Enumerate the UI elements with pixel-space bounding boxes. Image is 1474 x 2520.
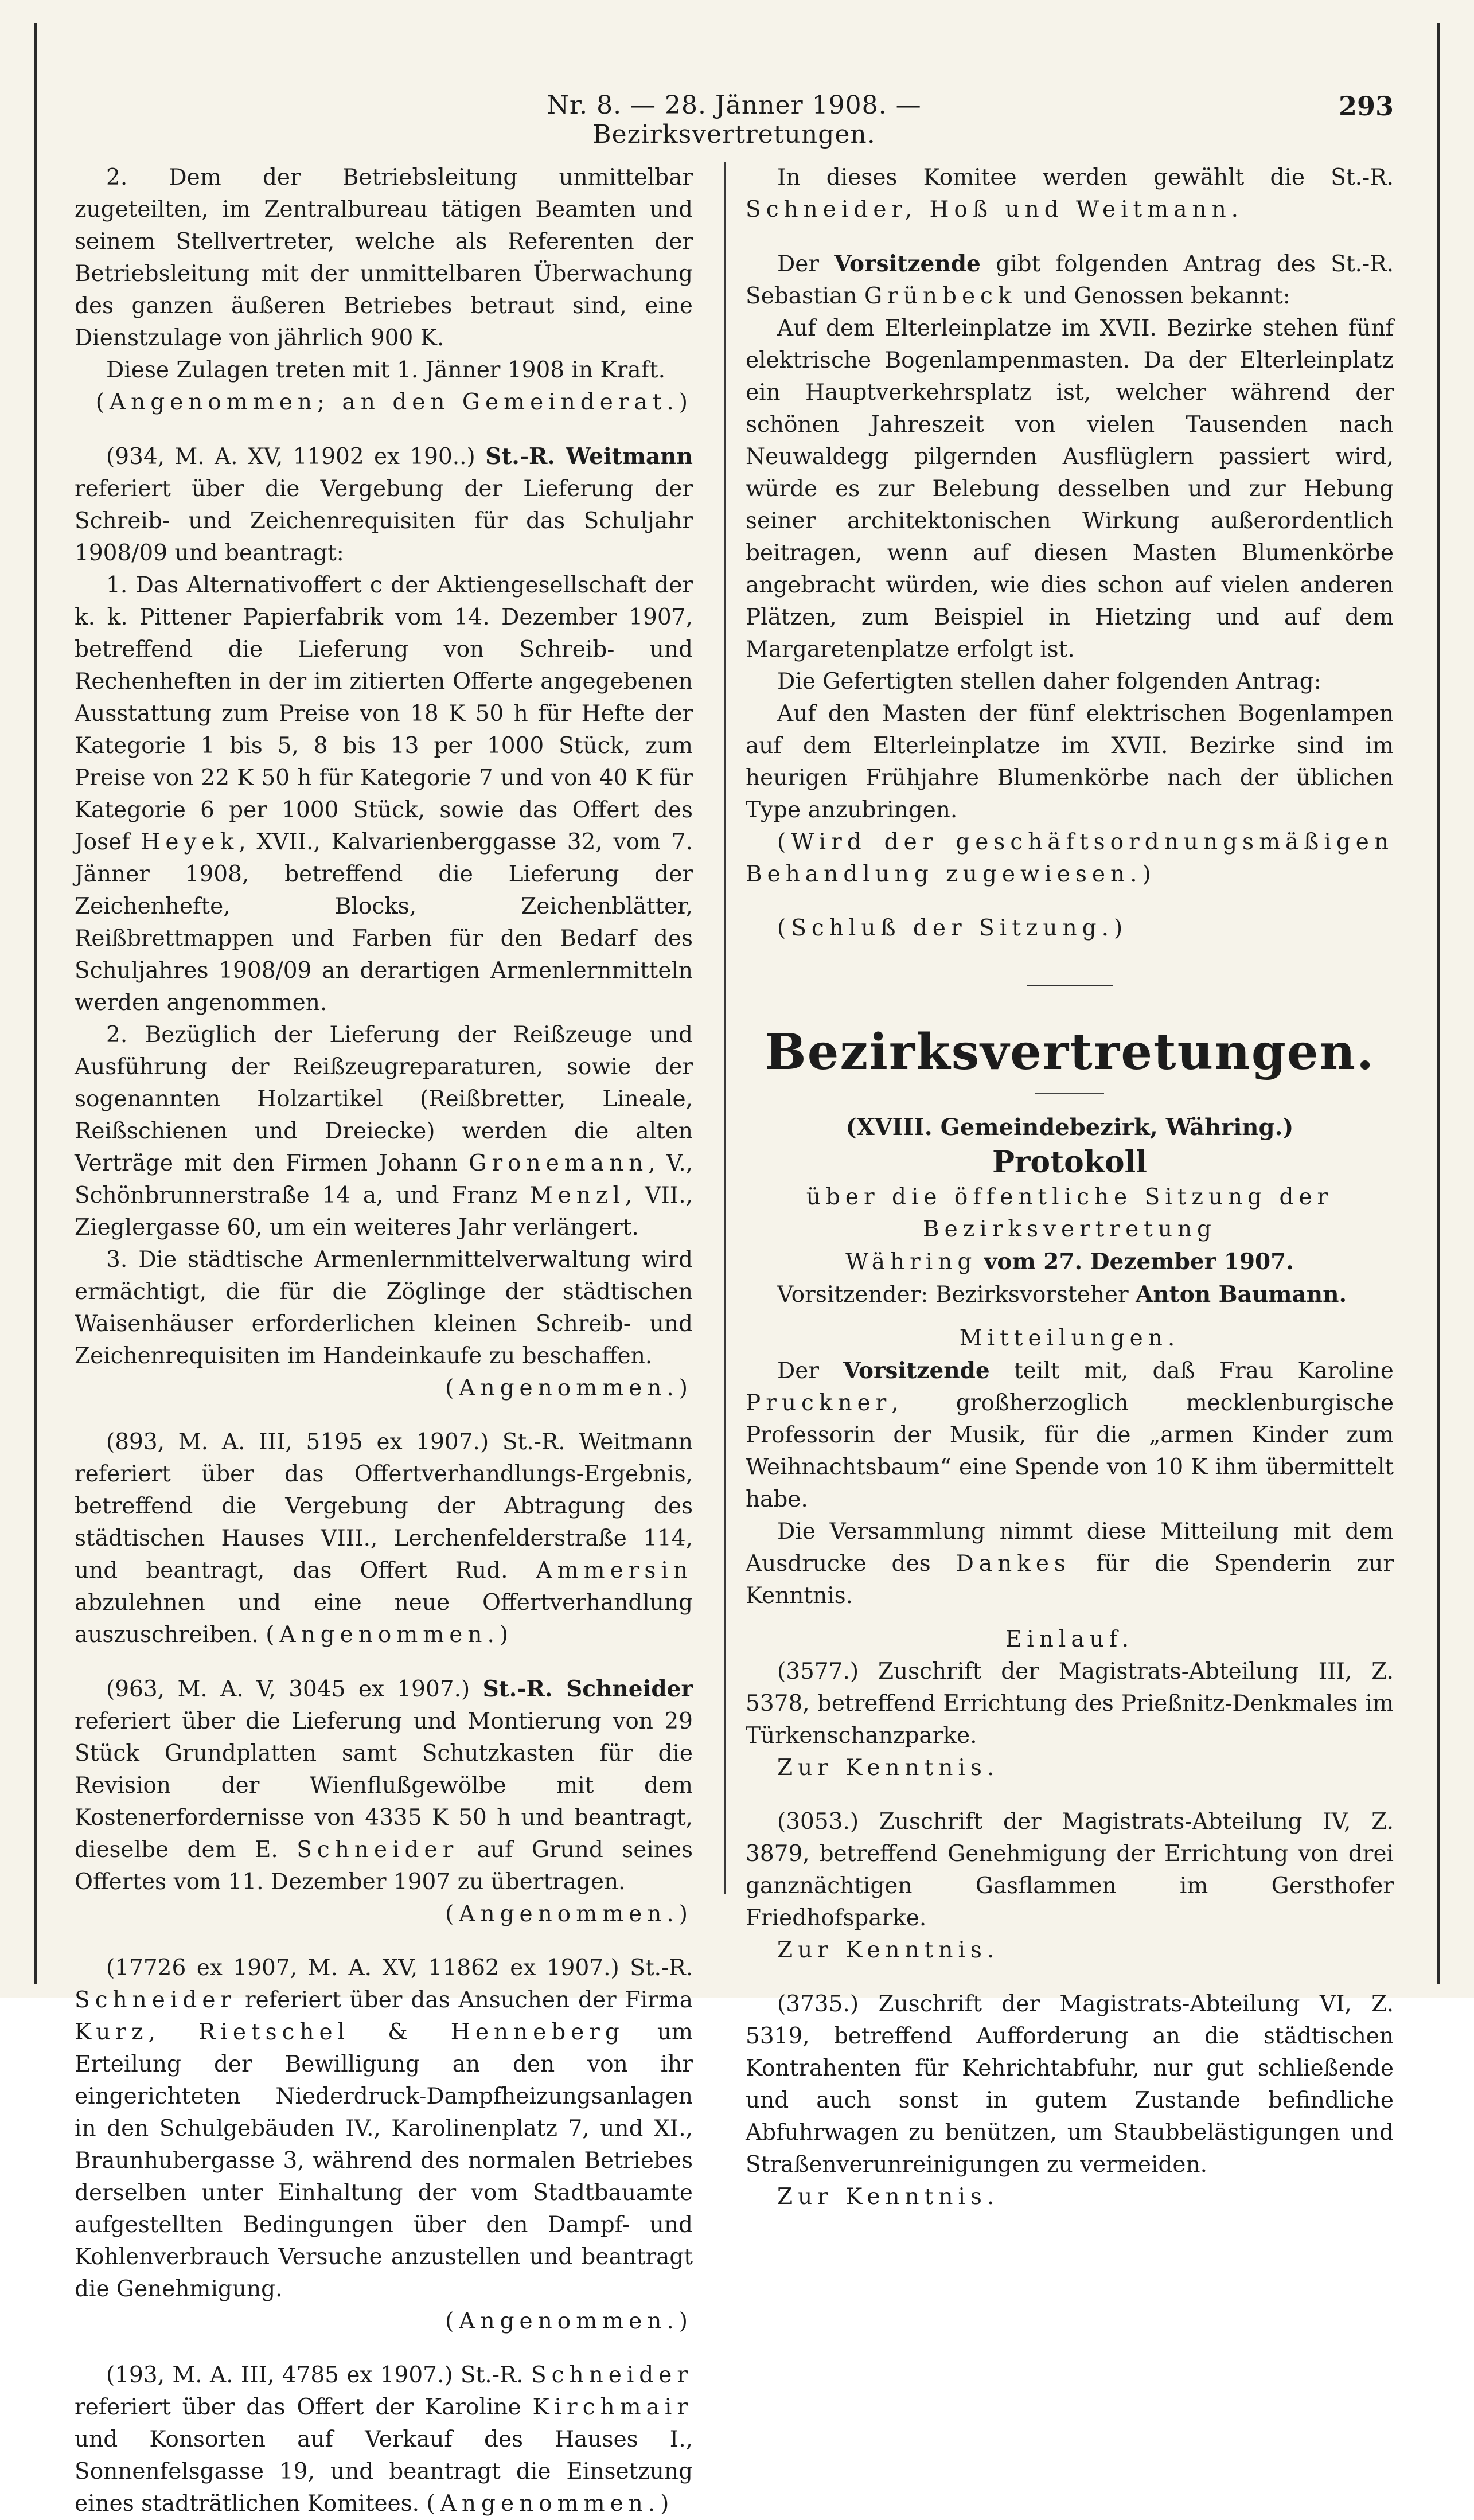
person-name: Schneider	[297, 1837, 459, 1863]
session-end: (Schluß der Sitzung.)	[777, 915, 1128, 941]
person-name: Grünbeck	[864, 283, 1017, 309]
person-name: Menzl	[529, 1183, 626, 1208]
speaker: St.-R.	[460, 2362, 524, 2388]
section-title: Bezirksvertretungen.	[764, 1023, 1375, 1081]
protokoll-subtitle: über die öffentliche Sitzung der Bezirksvertretung	[806, 1184, 1333, 1242]
chairman-line: Vorsitzender: Bezirksvorsteher Anton Baumann.	[777, 1281, 1347, 1308]
page-number: 293	[1338, 91, 1394, 122]
speaker: St.-R.	[630, 1955, 693, 1981]
einlauf-heading: Einlauf.	[1005, 1626, 1134, 1652]
einlauf-item: (3577.) Zuschrift der Magistrats-Abteilung III, Z. 5378, betreffend Errichtung des Prießnitz-Denkmales im Türkenschanzparke.	[746, 1659, 1394, 1749]
status-note: (Angenommen.)	[445, 2308, 693, 2334]
protokoll-date: Währing vom 27. Dezember 1907.	[845, 1249, 1294, 1275]
file-reference: (893, M. A. III, 5195 ex 1907.)	[106, 1429, 489, 1455]
file-reference: (17726 ex 1907, M. A. XV, 11862 ex 1907.)	[106, 1955, 619, 1981]
divider	[1027, 985, 1113, 986]
status-note: (Angenommen.)	[266, 1622, 514, 1648]
status-note: (Angenommen.)	[445, 1375, 693, 1401]
chairman-name: Anton Baumann.	[1136, 1281, 1347, 1308]
person-name: Kirchmair	[532, 2394, 693, 2420]
einlauf-item: (3735.) Zuschrift der Magistrats-Abteilung VI, Z. 5319, betreffend Aufforderung an die städtischen Kontrahenten für Kehrichtabfuhr, nur gut schließende und auch sonst in gutem Zustande befindliche Abfuhrwagen zu benützen, um Staubbelästigungen und Straßenverunreinigungen zu vermeiden.	[746, 1991, 1394, 2178]
paragraph: 3. Die städtische Armenlernmittelverwaltung wird ermächtigt, die für die Zöglinge der städtischen Waisenhäuser erforderlichen kleinen Schreib- und Zeichenrequisiten im Handeinkaufe zu beschaffen.	[75, 1247, 693, 1369]
status-note: Zur Kenntnis.	[777, 2184, 1000, 2210]
agenda-item-193: (193, M. A. III, 4785 ex 1907.) St.-R. Schneider referiert über das Offert der Karoline Kirchmair und Konsorten auf Verkauf des Hauses I., Sonnenfelsgasse 19, und beantragt die Einsetzung eines stadträtlichen Komitees. (Angenommen.)	[75, 2362, 693, 2517]
paragraph: Auf dem Elterleinplatze im XVII. Bezirke stehen fünf elektrische Bogenlampenmasten. Da der Elterleinplatz ein Hauptverkehrsplatz ist, welcher während der schönen Jahreszeit von vielen Tausenden nach Neuwaldegg pilgernden Ausflüglern passiert wird, würde es zur Belebung desselben und zur Hebung seiner architektonischen Wirkung außerordentlich beitragen, wenn auf diesen Masten Blumenkörbe angebracht würden, wie dies schon auf vielen anderen Plätzen, zum Beispiel in Hietzing und auf dem Margaretenplatze erfolgt ist.	[746, 315, 1394, 662]
person-name: Ammersin	[536, 1558, 693, 1583]
status-note: Zur Kenntnis.	[777, 1755, 1000, 1781]
person-name: Gronemann	[469, 1150, 649, 1176]
paragraph: Die Versammlung nimmt diese Mitteilung mit dem Ausdrucke des Dankes für die Spenderin zur Kenntnis.	[746, 1519, 1394, 1609]
district-heading: (XVIII. Gemeindebezirk, Währing.)	[845, 1114, 1294, 1141]
agenda-item-934: (934, M. A. XV, 11902 ex 190..) St.-R. Weitmann referiert über die Vergebung der Lieferung der Schreib- und Zeichenrequisiten für das Schuljahr 1908/09 und beantragt:	[75, 443, 693, 566]
paragraph: 2. Bezüglich der Lieferung der Reißzeuge und Ausführung der Reißzeugreparaturen, sowie der sogenannten Holzartikel (Reißbretter, Lineale, Reißschienen und Dreiecke) werden die alten Verträge mit den Firmen Johann Gronemann, V., Schönbrunnerstraße 14 a, und Franz Menzl, VII., Zieglergasse 60, um ein weiteres Jahr verlängert.	[75, 1022, 693, 1241]
person-name: Heyek	[141, 829, 239, 855]
left-column	[75, 162, 693, 2520]
person-name: Schneider	[75, 1987, 237, 2013]
paragraph: Die Gefertigten stellen daher folgenden Antrag:	[777, 669, 1321, 695]
chair-label: Vorsitzende	[834, 251, 981, 277]
paragraph: Der Vorsitzende teilt mit, daß Frau Karoline Pruckner, großherzoglich mecklenburgische Professorin der Musik, für die „armen Kinder zum Weihnachtsbaum“ eine Spende von 10 K ihm übermittelt habe.	[746, 1357, 1394, 1512]
protokoll-heading: Protokoll	[992, 1145, 1148, 1180]
paragraph: Diese Zulagen treten mit 1. Jänner 1908 in Kraft.	[106, 357, 666, 383]
person-name: Pruckner	[746, 1390, 892, 1416]
person-name: Schneider	[531, 2362, 693, 2388]
company-name: Kurz, Rietschel & Henneberg	[75, 2019, 625, 2045]
status-note: Zur Kenntnis.	[777, 1937, 1000, 1963]
speaker: St.-R. Weitmann	[502, 1429, 693, 1455]
status-note: (Angenommen.)	[426, 2491, 674, 2517]
divider	[1035, 1093, 1104, 1094]
agenda-item-893: (893, M. A. III, 5195 ex 1907.) St.-R. Weitmann referiert über das Offertverhandlungs-Ergebnis, betreffend die Vergebung der Abtragung des städtischen Hauses VIII., Lerchenfelderstraße 114, und beantragt, das Offert Rud. Ammersin abzulehnen und eine neue Offertverhandlung auszuschreiben. (Angenommen.)	[75, 1429, 693, 1648]
file-reference: (963, M. A. V, 3045 ex 1907.)	[106, 1676, 470, 1702]
status-note: (Wird der geschäftsordnungsmäßigen Behandlung zugewiesen.)	[746, 829, 1394, 887]
column-rule	[724, 162, 726, 1894]
status-note: (Angenommen.)	[445, 1901, 693, 1927]
right-column	[746, 162, 1394, 2213]
einlauf-item: (3053.) Zuschrift der Magistrats-Abteilung IV, Z. 3879, betreffend Genehmigung der Errichtung von drei ganznächtigen Gasflammen im Gersthofer Friedhofsparke.	[746, 1809, 1394, 1931]
speaker: St.-R. Weitmann	[485, 443, 693, 470]
committee-members: Schneider, Hoß und Weitmann.	[746, 197, 1244, 223]
running-head: Nr. 8. — 28. Jänner 1908. — Bezirksvertretungen.	[547, 91, 922, 149]
agenda-item-963: (963, M. A. V, 3045 ex 1907.) St.-R. Schneider referiert über die Lieferung und Montierung von 29 Stück Grundplatten samt Schutzkasten für die Revision der Wienflußgewölbe mit dem Kostenerfordernisse von 4335 K 50 h und beantragt, dieselbe dem E. Schneider auf Grund seines Offertes vom 11. Dezember 1907 zu übertragen.	[75, 1676, 693, 1895]
paragraph: Auf den Masten der fünf elektrischen Bogenlampen auf dem Elterleinplatze im XVII. Bezirke sind im heurigen Frühjahre Blumenkörbe nach der üblichen Type anzubringen.	[746, 701, 1394, 823]
paragraph: Der Vorsitzende gibt folgenden Antrag des St.-R. Sebastian Grünbeck und Genossen bekannt:	[746, 251, 1394, 309]
paragraph: 1. Das Alternativoffert c der Aktiengesellschaft der k. k. Pittener Papierfabrik vom 14. Dezember 1907, betreffend die Lieferung von Schreib- und Rechenheften in der im zitierten Offerte angegebenen Ausstattung zum Preise von 18 K 50 h für Hefte der Kategorie 1 bis 5, 8 bis 13 per 1000 Stück, zum Preise von 22 K 50 h für Kategorie 7 und von 40 K für Kategorie 6 per 1000 Stück, sowie das Offert des Josef Heyek, XVII., Kalvarienberggasse 32, vom 7. Jänner 1908, betreffend die Lieferung der Zeichenhefte, Blocks, Zeichenblätter, Reißbrettmappen und Farben für den Bedarf des Schuljahres 1908/09 an derartigen Armenlernmitteln werden angenommen.	[75, 572, 693, 1016]
mitteilungen-heading: Mitteilungen.	[959, 1325, 1180, 1351]
paragraph: 2. Dem der Betriebsleitung unmittelbar zugeteilten, im Zentralbureau tätigen Beamten und seinem Stellvertreter, welche als Referenten der Betriebsleitung mit der unmittelbaren Überwachung des ganzen äußeren Betriebes betraut sind, eine Dienstzulage von jährlich 900 K.	[75, 165, 693, 351]
agenda-item-17726: (17726 ex 1907, M. A. XV, 11862 ex 1907.) St.-R. Schneider referiert über das Ansuchen der Firma Kurz, Rietschel & Henneberg um Erteilung der Bewilligung an den von ihr eingerichteten Niederdruck-Dampfheizungsanlagen in den Schulgebäuden IV., Karolinenplatz 7, und XI., Braunhubergasse 3, während des normalen Betriebes derselben unter Einhaltung der vom Stadtbauamte aufgestellten Bedingungen über den Dampf- und Kohlenverbrauch Versuche anzustellen und beantragt die Genehmigung.	[75, 1955, 693, 2302]
speaker: St.-R. Schneider	[482, 1676, 693, 1702]
paragraph: In dieses Komitee werden gewählt die St.-R. Schneider, Hoß und Weitmann.	[746, 165, 1394, 223]
status-note: (Angenommen; an den Gemeinderat.)	[95, 389, 693, 415]
file-reference: (934, M. A. XV, 11902 ex 190..)	[106, 444, 475, 470]
file-reference: (193, M. A. III, 4785 ex 1907.)	[106, 2362, 453, 2388]
